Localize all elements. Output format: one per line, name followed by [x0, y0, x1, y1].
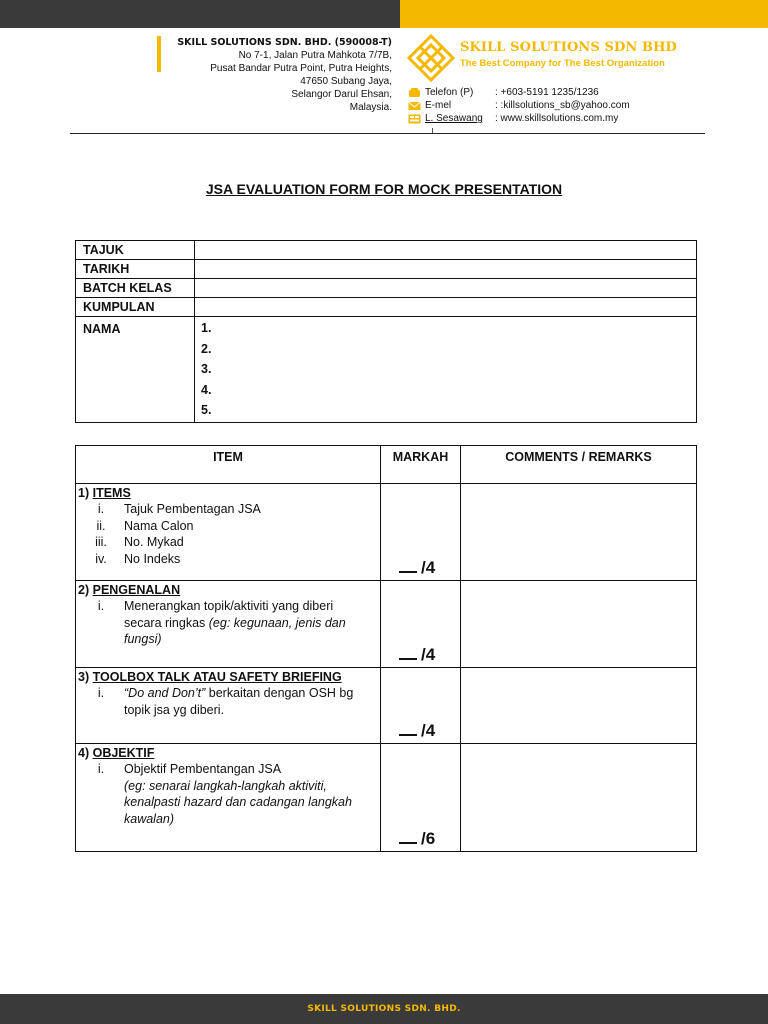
footer-bar — [0, 994, 768, 1024]
section-items — [76, 484, 381, 581]
evaluation-header-row — [76, 446, 697, 484]
address-line: No 7-1, Jalan Putra Mahkota 7/7B, — [238, 50, 392, 61]
address-line: Pusat Bandar Putra Point, Putra Heights, — [210, 63, 392, 74]
mark-max: /6 — [421, 829, 436, 848]
subitem-text: No Indeks — [124, 551, 181, 566]
subitem-text: No. Mykad — [124, 535, 184, 549]
subitem-example: fungsi) — [124, 632, 162, 646]
info-row-tarikh — [76, 260, 697, 279]
label-kumpulan: KUMPULAN — [76, 298, 195, 317]
subitem-text: Tajuk Pembentagan JSA — [124, 502, 261, 516]
mark-score — [399, 558, 435, 578]
comments-cell-pengenalan[interactable] — [461, 581, 697, 668]
field-kumpulan[interactable] — [195, 298, 697, 317]
field-nama[interactable] — [195, 317, 697, 423]
section-title: ITEMS — [92, 486, 131, 500]
subitem — [78, 534, 378, 551]
markah-cell-pengenalan[interactable] — [381, 581, 461, 668]
contact-label: L. Sesawang — [425, 113, 483, 124]
subitem-example: kenalpasti hazard dan cadangan langkah — [124, 795, 352, 809]
company-address — [170, 36, 392, 114]
evaluation-table — [75, 445, 697, 852]
address-line: Malaysia. — [349, 102, 392, 113]
section-number: 2) — [78, 583, 90, 597]
subitem — [78, 518, 378, 535]
section-objektif — [76, 744, 381, 852]
info-row-tajuk — [76, 241, 697, 260]
section-heading — [78, 485, 378, 501]
section-row-items — [76, 484, 697, 581]
phone-icon — [408, 88, 421, 98]
mark-score — [399, 721, 435, 741]
info-row-nama — [76, 317, 697, 423]
section-number: 3) — [78, 670, 90, 684]
info-table — [75, 240, 697, 423]
mark-max: /4 — [421, 558, 436, 577]
section-row-toolbox — [76, 668, 697, 744]
mark-max: /4 — [421, 645, 436, 664]
form-title-text: JSA EVALUATION FORM FOR MOCK PRESENTATION — [205, 181, 563, 197]
section-number: 4) — [78, 746, 90, 760]
address-line: Selangor Darul Ehsan, — [291, 89, 392, 100]
top-bar-dark — [0, 0, 400, 28]
field-tajuk[interactable] — [195, 241, 697, 260]
section-heading — [78, 669, 378, 685]
markah-cell-objektif[interactable] — [381, 744, 461, 852]
email-icon — [408, 101, 421, 111]
name-slot: 2. — [201, 341, 212, 356]
subitem-text — [124, 761, 352, 827]
subitem-text: Nama Calon — [124, 518, 194, 533]
label-batch-kelas: BATCH KELAS — [76, 279, 195, 298]
contact-value: : +603-5191 1235/1236 — [495, 87, 599, 98]
subitem-example: (eg: kegunaan, jenis dan — [208, 615, 346, 630]
header-divider — [70, 133, 705, 134]
field-tarikh[interactable] — [195, 260, 697, 279]
label-nama: NAMA — [76, 317, 195, 423]
form-title — [0, 181, 768, 197]
subitem-line: topik jsa yg diberi. — [124, 702, 225, 717]
subitem-line: Objektif Pembentangan JSA — [124, 762, 282, 776]
company-registered-name: SKILL SOLUTIONS SDN. BHD. (590008-T) — [177, 37, 392, 48]
section-row-pengenalan — [76, 581, 697, 668]
name-slot: 4. — [201, 382, 212, 397]
contact-label: E-mel — [425, 100, 452, 111]
header-markah: MARKAH — [381, 446, 461, 484]
header-accent-bar — [157, 36, 161, 72]
subitem-roman: iii. — [95, 535, 107, 549]
subitem-roman: i. — [97, 686, 105, 700]
subitem-example: kawalan) — [124, 811, 175, 826]
section-title: TOOLBOX TALK ATAU SAFETY BRIEFING — [92, 670, 342, 684]
section-title: PENGENALAN — [92, 583, 181, 597]
section-title: OBJEKTIF — [92, 746, 155, 760]
header-comments: COMMENTS / REMARKS — [461, 446, 697, 484]
section-toolbox-talk — [76, 668, 381, 744]
contact-email — [408, 99, 708, 113]
label-tajuk: TAJUK — [76, 241, 195, 260]
comments-cell-items[interactable] — [461, 484, 697, 581]
subitem-text — [124, 685, 353, 718]
subitem-roman: i. — [97, 762, 105, 776]
mark-blank — [399, 830, 417, 844]
address-line: 47650 Subang Jaya, — [300, 76, 392, 87]
subitem — [78, 551, 378, 568]
section-number: 1) — [78, 486, 90, 500]
subitem — [78, 685, 378, 718]
company-logo-icon — [406, 33, 456, 83]
field-batch-kelas[interactable] — [195, 279, 697, 298]
contact-value: : :killsolutions_sb@yahoo.com — [495, 100, 630, 111]
subitem-quote: “Do and Don’t” — [124, 686, 206, 700]
contact-label: Telefon (P) — [425, 87, 474, 98]
subitem-roman: i. — [97, 502, 105, 516]
subitem — [78, 501, 378, 518]
subitem — [78, 598, 378, 648]
top-bar-gold — [400, 0, 768, 28]
subitem-roman: ii. — [96, 518, 106, 533]
markah-cell-toolbox[interactable] — [381, 668, 461, 744]
subitem-line: berkaitan dengan OSH bg — [205, 686, 354, 700]
comments-cell-objektif[interactable] — [461, 744, 697, 852]
section-pengenalan — [76, 581, 381, 668]
subitem-roman: i. — [97, 599, 105, 613]
header-item: ITEM — [76, 446, 381, 484]
name-slot: 1. — [201, 321, 212, 335]
brand-name: SKILL SOLUTIONS SDN BHD — [460, 40, 677, 55]
comments-cell-toolbox[interactable] — [461, 668, 697, 744]
info-row-kumpulan — [76, 298, 697, 317]
name-slot: 5. — [201, 403, 212, 417]
subitem — [78, 761, 378, 827]
contact-value: : www.skillsolutions.com.my — [495, 113, 619, 124]
mark-max: /4 — [421, 721, 436, 740]
mark-blank — [399, 559, 417, 573]
web-icon — [408, 114, 421, 124]
subitem-line: secara ringkas — [124, 615, 209, 630]
info-row-batch — [76, 279, 697, 298]
section-heading — [78, 582, 378, 598]
mark-score — [399, 829, 435, 849]
markah-cell-items[interactable] — [381, 484, 461, 581]
section-row-objektif — [76, 744, 697, 852]
name-slot: 3. — [201, 362, 212, 376]
mark-blank — [399, 646, 417, 660]
mark-blank — [399, 722, 417, 736]
brand-tagline: The Best Company for The Best Organization — [460, 58, 665, 69]
subitem-line: Menerangkan topik/aktiviti yang diberi — [124, 599, 334, 613]
contact-phone — [408, 86, 708, 100]
subitem-example: (eg: senarai langkah-langkah aktiviti, — [124, 778, 327, 793]
subitem-text — [124, 598, 346, 648]
contact-web — [408, 112, 708, 126]
section-heading — [78, 745, 378, 761]
label-tarikh: TARIKH — [76, 260, 195, 279]
subitem-roman: iv. — [95, 551, 107, 566]
footer-company-name: SKILL SOLUTIONS SDN. BHD. — [307, 1004, 461, 1014]
mark-score — [399, 645, 435, 665]
